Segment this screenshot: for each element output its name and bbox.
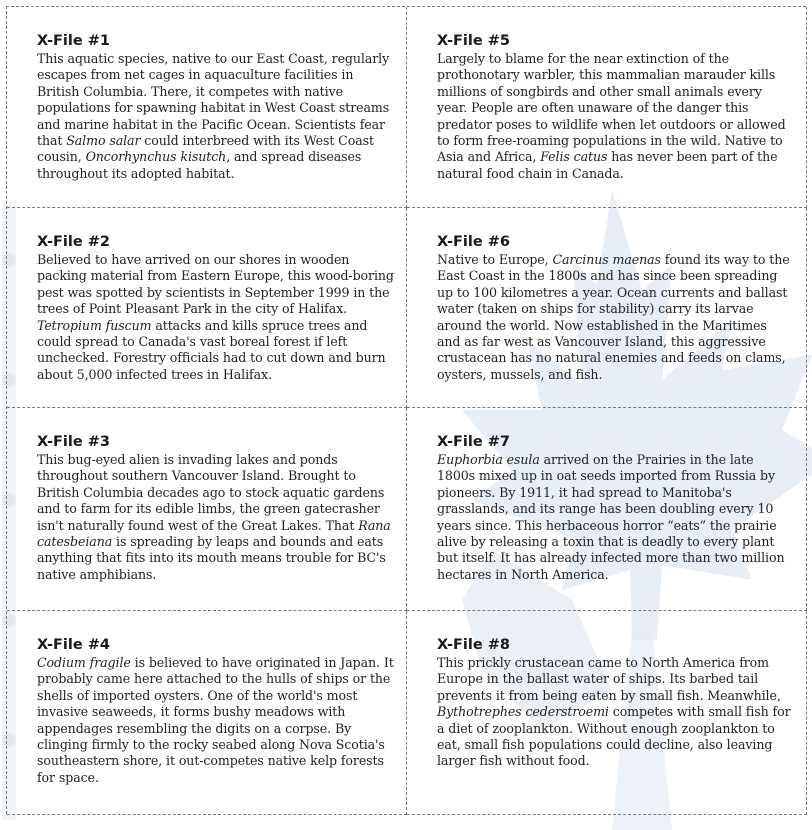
xfile-card-2 [7,208,407,408]
species-name: Euphorbia esula [437,452,540,467]
xfile-card-1 [7,7,407,208]
card-body: Largely to blame for the near extinction of the prothonotary warbler, this mammalian marauder kills millions of songbirds and other small animals every year. People are often unaware of the danger this predator poses to wildlife when let outdoors or allowed to form free-roaming populations in the wild. Native to Asia and Africa, Felis catus has never been part of the natural food chain in Canada. [437,51,786,181]
xfile-card-3 [7,408,407,611]
xfile-card-4 [7,611,407,815]
card-title: X-File #2 [37,234,110,250]
card-body: Codium fragile is believed to have originated in Japan. It probably came here attached to the hulls of ships or the shells of imported oysters. One of the world's most invasive seaweeds, it forms bushy meadows with appendages resembling the digits on a corpse. By clinging firmly to the rocky seabed along Nova Scotia's southeastern shore, it out-competes native kelp forests for space. [37,655,394,785]
card-title: X-File #7 [437,434,510,450]
card-body: Native to Europe, Carcinus maenas found its way to the East Coast in the 1800s and has since been spreading up to 100 kilometres a year. Ocean currents and ballast water (taken on ships for stability) carry its larvae around the world. Now established in the Maritimes and as far west as Vancouver Island, this aggressive crustacean has no natural enemies and feeds on clams, oysters, mussels, and fish. [437,252,790,382]
card-body: This aquatic species, native to our East Coast, regularly escapes from net cages in aquaculture facilities in British Columbia. There, it competes with native populations for spawning habitat in West Coast streams and marine habitat in the Pacific Ocean. Scientists fear that Salmo salar could interbreed with its West Coast cousin, Oncorhynchus kisutch, and spread diseases throughout its adopted habitat. [37,51,390,181]
species-name: Salmo salar [66,133,141,149]
species-name: Bythotrephes cederstroemi [437,704,609,720]
card-title: X-File #6 [437,234,510,250]
card-body: Euphorbia esula arrived on the Prairies in the late 1800s mixed up in oat seeds imported from Russia by pioneers. By 1911, it had spread to Manitoba's grasslands, and its range has been doubling every 10 years since. This herbaceous horror “eats” the prairie alive by releasing a toxin that is deadly to every plant but itself. It has already infected more than two million hectares in North America. [437,452,785,582]
card-body: This bug-eyed alien is invading lakes and ponds throughout southern Vancouver Island. Brought to British Columbia decades ago to stock aquatic gardens and to farm for its edible limbs, the green gatecrasher isn't naturally found west of the Great Lakes. That Rana catesbeiana is spreading by leaps and bounds and eats anything that fits into its mouth means trouble for BC's native amphibians. [37,452,391,582]
species-name: Codium fragile [37,655,131,670]
species-name: Oncorhynchus kisutch [85,149,227,165]
species-name: Tetropium fuscum [37,317,152,333]
species-name: Carcinus maenas [552,252,661,267]
xfile-card-8 [407,611,807,815]
xfile-card-6 [407,208,807,408]
card-title: X-File #5 [437,33,510,49]
card-title: X-File #4 [37,637,110,653]
xfile-card-5 [407,7,807,208]
xfile-card-grid [6,6,806,814]
card-title: X-File #3 [37,434,110,450]
xfile-card-7 [407,408,807,611]
card-title: X-File #8 [437,637,510,653]
card-body: This prickly crustacean came to North America from Europe in the ballast water of ships. Its barbed tail prevents it from being eaten by small fish. Meanwhile, Bythotrephes cederstroemi competes with small fish for a diet of zooplankton. Without enough zooplankton to eat, small fish populations could decline, also leaving larger fish without food. [437,655,791,769]
species-name: Rana catesbeiana [37,517,391,550]
card-title: X-File #1 [37,33,110,49]
species-name: Felis catus [540,149,608,165]
card-body: Believed to have arrived on our shores in wooden packing material from Eastern Europe, this wood-boring pest was spotted by scientists in September 1999 in the trees of Point Pleasant Park in the city of Halifax. Tetropium fuscum attacks and kills spruce trees and could spread to Canada's vast boreal forest if left unchecked. Forestry officials had to cut down and burn about 5,000 infected trees in Halifax. [37,252,394,382]
